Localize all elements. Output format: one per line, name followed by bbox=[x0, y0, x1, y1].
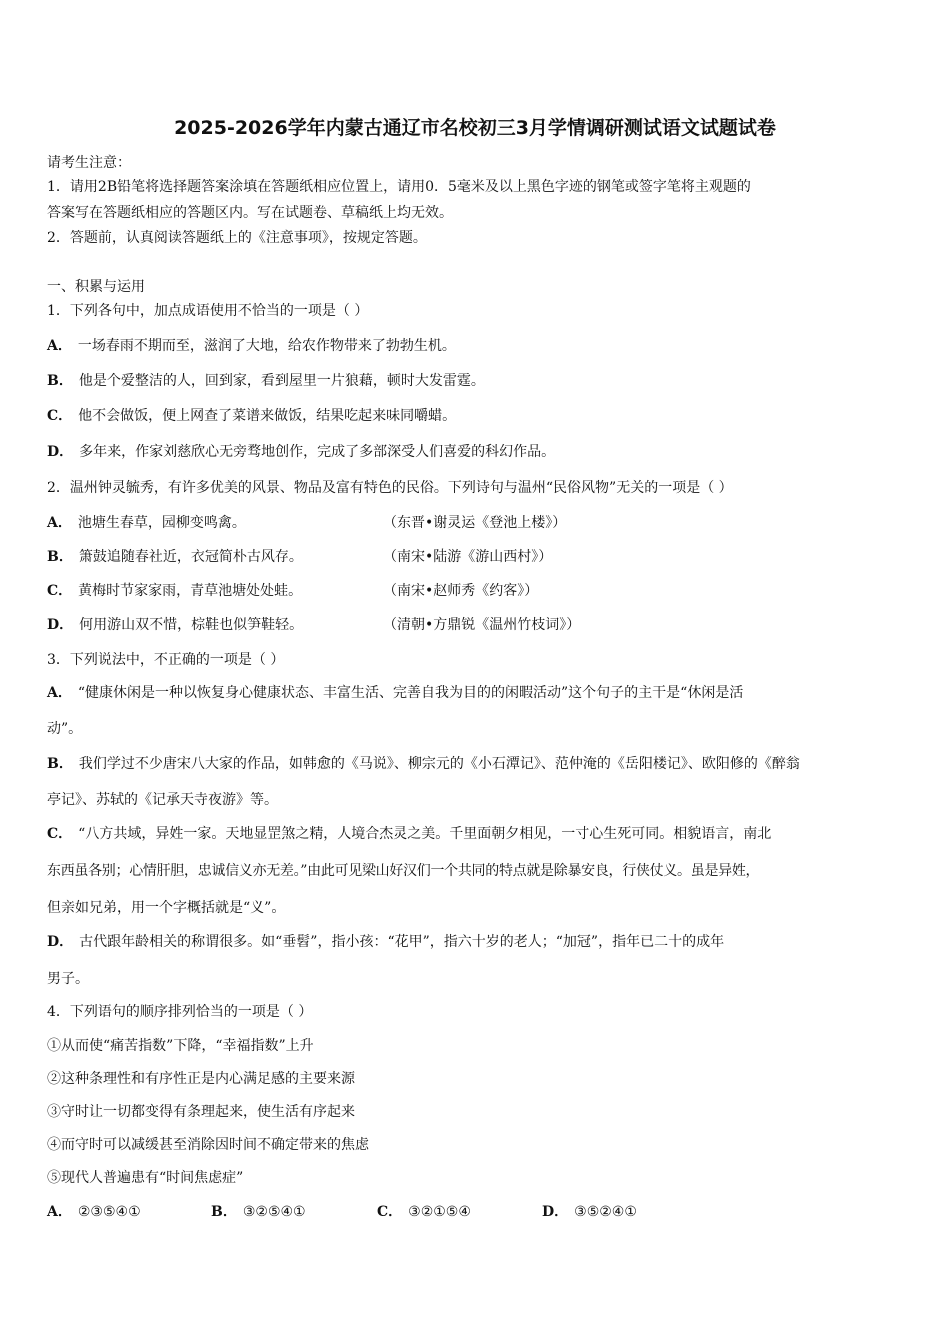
q3-option-d-text: 古代跟年龄相关的称谓很多。如“垂髫”，指小孩：“花甲”，指六十岁的老人；“加冠”，指年已二十的成年 bbox=[79, 934, 725, 950]
q3-option-a-label: A． bbox=[47, 685, 72, 701]
q3-option-c-line2: 东西虽各别；心情肝胆，忠诚信义亦无差。”由此可见梁山好汉们一个共同的特点就是除暴安良，行侠仗义。虽是异姓， bbox=[47, 863, 760, 879]
q1-option-d-label: D． bbox=[47, 444, 74, 460]
q3-option-c-label: C． bbox=[47, 826, 73, 842]
notice-line-1b: 答案写在答题纸相应的答题区内。写在试题卷、草稿纸上均无效。 bbox=[47, 205, 453, 221]
q4-sentence-1: ①从而使“痛苦指数”下降，“幸福指数”上升 bbox=[47, 1038, 314, 1054]
q1-option-a-label: A． bbox=[47, 338, 72, 354]
q2-option-d-source: （清朝•方鼎锐《温州竹枝词》） bbox=[383, 617, 581, 633]
q4-option-a bbox=[47, 1202, 141, 1222]
q4-option-a-label: A． bbox=[47, 1204, 72, 1220]
q1-option-c bbox=[47, 406, 456, 426]
q2-option-a-text: 池塘生春草，园柳变鸣禽。 bbox=[77, 515, 246, 531]
q3-option-d-line1 bbox=[47, 932, 724, 952]
q4-sentence-4: ④而守时可以减缓甚至消除因时间不确定带来的焦虑 bbox=[47, 1137, 369, 1153]
q2-option-c-source: （南宋•赵师秀《约客》） bbox=[383, 583, 539, 599]
q1-option-a-text: 一场春雨不期而至，滋润了大地，给农作物带来了勃勃生机。 bbox=[77, 338, 456, 354]
q1-option-c-label: C． bbox=[47, 408, 73, 424]
q3-option-c-text: “八方共域，异姓一家。天地显罡煞之精，人境合杰灵之美。千里面朝夕相见，一寸心生死可同。相貌语言，南北 bbox=[78, 826, 772, 842]
q2-option-c-text: 黄梅时节家家雨，青草池塘处处蛙。 bbox=[78, 583, 303, 599]
page-title: 2025-2026学年内蒙古通辽市名校初三3月学情调研测试语文试题试卷 bbox=[174, 117, 776, 139]
q2-option-b bbox=[47, 547, 897, 567]
q2-option-a bbox=[47, 513, 897, 533]
q3-option-a-line2: 动”。 bbox=[47, 721, 83, 737]
q1-option-d-text: 多年来，作家刘慈欣心无旁骛地创作，完成了多部深受人们喜爱的科幻作品。 bbox=[79, 444, 556, 460]
notice-heading: 请考生注意： bbox=[47, 155, 131, 171]
q4-option-b-label: B． bbox=[211, 1204, 237, 1220]
q3-option-b-label: B． bbox=[47, 756, 73, 772]
q2-option-d-text: 何用游山双不惜，棕鞋也似笋鞋轻。 bbox=[79, 617, 304, 633]
q4-option-c bbox=[377, 1202, 471, 1222]
q4-option-d-label: D． bbox=[542, 1204, 569, 1220]
q3-option-a-line1 bbox=[47, 683, 743, 703]
q4-option-d bbox=[542, 1202, 637, 1222]
q4-option-d-text: ③⑤②④① bbox=[574, 1204, 637, 1220]
q1-option-d bbox=[47, 442, 555, 462]
q3-option-d-label: D． bbox=[47, 934, 74, 950]
notice-line-1a: 1．请用2B铅笔将选择题答案涂填在答题纸相应位置上，请用0．5毫米及以上黑色字迹的钢笔或签字笔将主观题的 bbox=[47, 179, 751, 195]
q4-sentence-3: ③守时让一切都变得有条理起来，使生活有序起来 bbox=[47, 1104, 355, 1120]
q3-option-c-line1 bbox=[47, 824, 771, 844]
q2-option-a-label: A． bbox=[47, 515, 72, 531]
section-heading: 一、积累与运用 bbox=[47, 279, 145, 295]
q1-option-c-text: 他不会做饭，便上网查了菜谱来做饭，结果吃起来味同嚼蜡。 bbox=[78, 408, 457, 424]
q2-option-d bbox=[47, 615, 897, 635]
q2-option-c-label: C． bbox=[47, 583, 73, 599]
q4-option-a-text: ②③⑤④① bbox=[77, 1204, 141, 1220]
q4-sentence-2: ②这种条理性和有序性正是内心满足感的主要来源 bbox=[47, 1071, 355, 1087]
q4-option-c-text: ③②①⑤④ bbox=[408, 1204, 471, 1220]
q2-option-c bbox=[47, 581, 897, 601]
q3-option-d-line2: 男子。 bbox=[47, 971, 89, 987]
q2-option-b-text: 箫鼓追随春社近，衣冠简朴古风存。 bbox=[78, 549, 303, 565]
q2-stem: 2．温州钟灵毓秀，有许多优美的风景、物品及富有特色的民俗。下列诗句与温州“民俗风物”无关的一项是（ ） bbox=[47, 480, 733, 496]
q1-option-b-text: 他是个爱整洁的人，回到家，看到屋里一片狼藉，顿时大发雷霆。 bbox=[78, 373, 485, 389]
q1-option-b-label: B． bbox=[47, 373, 73, 389]
q4-option-b bbox=[211, 1202, 306, 1222]
q4-stem: 4．下列语句的顺序排列恰当的一项是（ ） bbox=[47, 1004, 313, 1020]
q3-option-b-line2: 亭记》、苏轼的《记承天寺夜游》等。 bbox=[47, 792, 278, 808]
q4-option-c-label: C． bbox=[377, 1204, 403, 1220]
q2-option-b-label: B． bbox=[47, 549, 73, 565]
q2-option-a-source: （东晋•谢灵运《登池上楼》） bbox=[383, 515, 567, 531]
q2-option-d-label: D． bbox=[47, 617, 74, 633]
q3-option-b-line1 bbox=[47, 754, 800, 774]
q1-option-b bbox=[47, 371, 485, 391]
q3-option-c-line3: 但亲如兄弟，用一个字概括就是“义”。 bbox=[47, 900, 286, 916]
notice-line-2: 2．答题前，认真阅读答题纸上的《注意事项》，按规定答题。 bbox=[47, 230, 427, 246]
q1-stem: 1．下列各句中，加点成语使用不恰当的一项是（ ） bbox=[47, 303, 369, 319]
q3-stem: 3．下列说法中，不正确的一项是（ ） bbox=[47, 652, 285, 668]
q4-sentence-5: ⑤现代人普遍患有“时间焦虑症” bbox=[47, 1170, 244, 1186]
q4-option-b-text: ③②⑤④① bbox=[242, 1204, 306, 1220]
q1-option-a bbox=[47, 336, 456, 356]
q3-option-b-text: 我们学过不少唐宋八大家的作品，如韩愈的《马说》、柳宗元的《小石潭记》、范仲淹的《岳阳楼记》、欧阳修的《醉翁 bbox=[78, 756, 800, 772]
q3-option-a-text: “健康休闲是一种以恢复身心健康状态、丰富生活、完善自我为目的的闲暇活动”这个句子的主干是“休闲是活 bbox=[77, 685, 744, 701]
q2-option-b-source: （南宋•陆游《游山西村》） bbox=[383, 549, 553, 565]
